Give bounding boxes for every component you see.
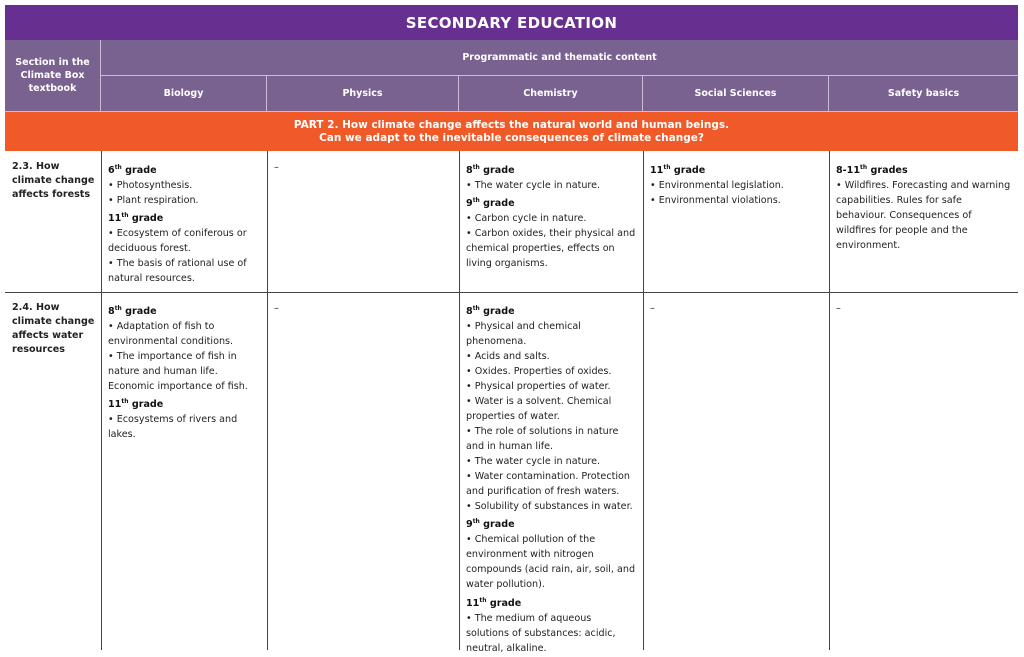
- grade-label: 8th grade: [108, 305, 157, 318]
- page-title: SECONDARY EDUCATION: [5, 5, 1018, 40]
- header-section: Section in the Climate Box textbook: [5, 40, 101, 112]
- divider: [829, 151, 830, 650]
- grade-label: 11th grade: [466, 596, 522, 609]
- topic-item: –: [274, 303, 279, 314]
- topic-item: • The role of solutions in nature and in human life.: [466, 426, 619, 453]
- grade-label: 9th grade: [466, 197, 515, 210]
- divider: [101, 151, 102, 650]
- topic-item: • The water cycle in nature.: [466, 456, 601, 468]
- content-cell: [829, 292, 1018, 650]
- topic-item: • Environmental legislation.: [650, 180, 784, 192]
- topic-item: • Oxides. Properties of oxides.: [466, 366, 612, 378]
- topic-item: –: [274, 162, 279, 173]
- grade-label: 11th grade: [108, 398, 164, 411]
- grade-label: 8-11th grades: [836, 164, 908, 177]
- column-header: Safety basics: [829, 76, 1018, 112]
- topic-item: • Acids and salts.: [466, 351, 550, 363]
- content-cell: [267, 292, 459, 650]
- topic-item: • Wildfires. Forecasting and warning capabilities. Rules for safe behaviour. Consequences of wildfires for people and the environment.: [836, 180, 1011, 252]
- section-label: 2.4. How climate change affects water resources: [12, 302, 95, 355]
- column-header: Physics: [267, 76, 459, 112]
- topic-item: • Physical properties of water.: [466, 381, 611, 393]
- topic-item: • Physical and chemical phenomena.: [466, 321, 581, 348]
- content-cell: [459, 292, 643, 654]
- content-cell: [643, 292, 829, 650]
- topic-item: • Ecosystems of rivers and lakes.: [108, 414, 238, 441]
- topic-item: –: [836, 303, 841, 314]
- grade-label: 11th grade: [650, 164, 706, 177]
- content-cell: [101, 292, 267, 650]
- content-cell: [101, 151, 267, 292]
- topic-item: • The medium of aqueous solutions of substances: acidic, neutral, alkaline.: [466, 612, 616, 654]
- header-programmatic: Programmatic and thematic content: [101, 40, 1018, 76]
- part-banner: [5, 112, 1018, 151]
- column-header: Social Sciences: [643, 76, 829, 112]
- column-header: Biology: [101, 76, 267, 112]
- topic-item: • Plant respiration.: [108, 195, 199, 207]
- topic-item: • The basis of rational use of natural resources.: [108, 258, 247, 285]
- topic-item: • Chemical pollution of the environment with nitrogen compounds (acid rain, air, soil, and water pollution).: [466, 534, 636, 591]
- topic-item: • Solubility of substances in water.: [466, 501, 633, 513]
- divider: [459, 151, 460, 650]
- part-line1: PART 2. How climate change affects the natural world and human beings.: [293, 119, 730, 131]
- topic-item: • Environmental violations.: [650, 195, 781, 207]
- part-line2: Can we adapt to the inevitable consequences of climate change?: [319, 132, 704, 144]
- topic-item: • The water cycle in nature.: [466, 180, 601, 192]
- topic-item: • Water contamination. Protection and purification of fresh waters.: [466, 471, 630, 498]
- grade-label: 8th grade: [466, 305, 515, 318]
- content-cell: [643, 151, 829, 292]
- topic-item: –: [650, 303, 655, 314]
- topic-item: • Water is a solvent. Chemical properties of water.: [466, 396, 612, 423]
- divider: [267, 151, 268, 650]
- topic-item: • Carbon oxides, their physical and chemical properties, effects on living organisms.: [466, 228, 636, 270]
- content-cell: [829, 151, 1018, 292]
- topic-item: • Adaptation of fish to environmental conditions.: [108, 321, 234, 348]
- content-cell: [267, 151, 459, 292]
- content-cell: [459, 151, 643, 292]
- topic-item: • The importance of fish in nature and human life. Economic importance of fish.: [108, 351, 248, 393]
- divider: [643, 151, 644, 650]
- topic-item: • Carbon cycle in nature.: [466, 213, 587, 225]
- grade-label: 8th grade: [466, 164, 515, 177]
- column-header: Chemistry: [459, 76, 643, 112]
- grade-label: 6th grade: [108, 164, 157, 177]
- grade-label: 11th grade: [108, 212, 164, 225]
- topic-item: • Photosynthesis.: [108, 180, 193, 192]
- section-label: 2.3. How climate change affects forests: [12, 161, 95, 200]
- grade-label: 9th grade: [466, 518, 515, 531]
- topic-item: • Ecosystem of coniferous or deciduous forest.: [108, 228, 247, 255]
- divider: [5, 292, 1018, 293]
